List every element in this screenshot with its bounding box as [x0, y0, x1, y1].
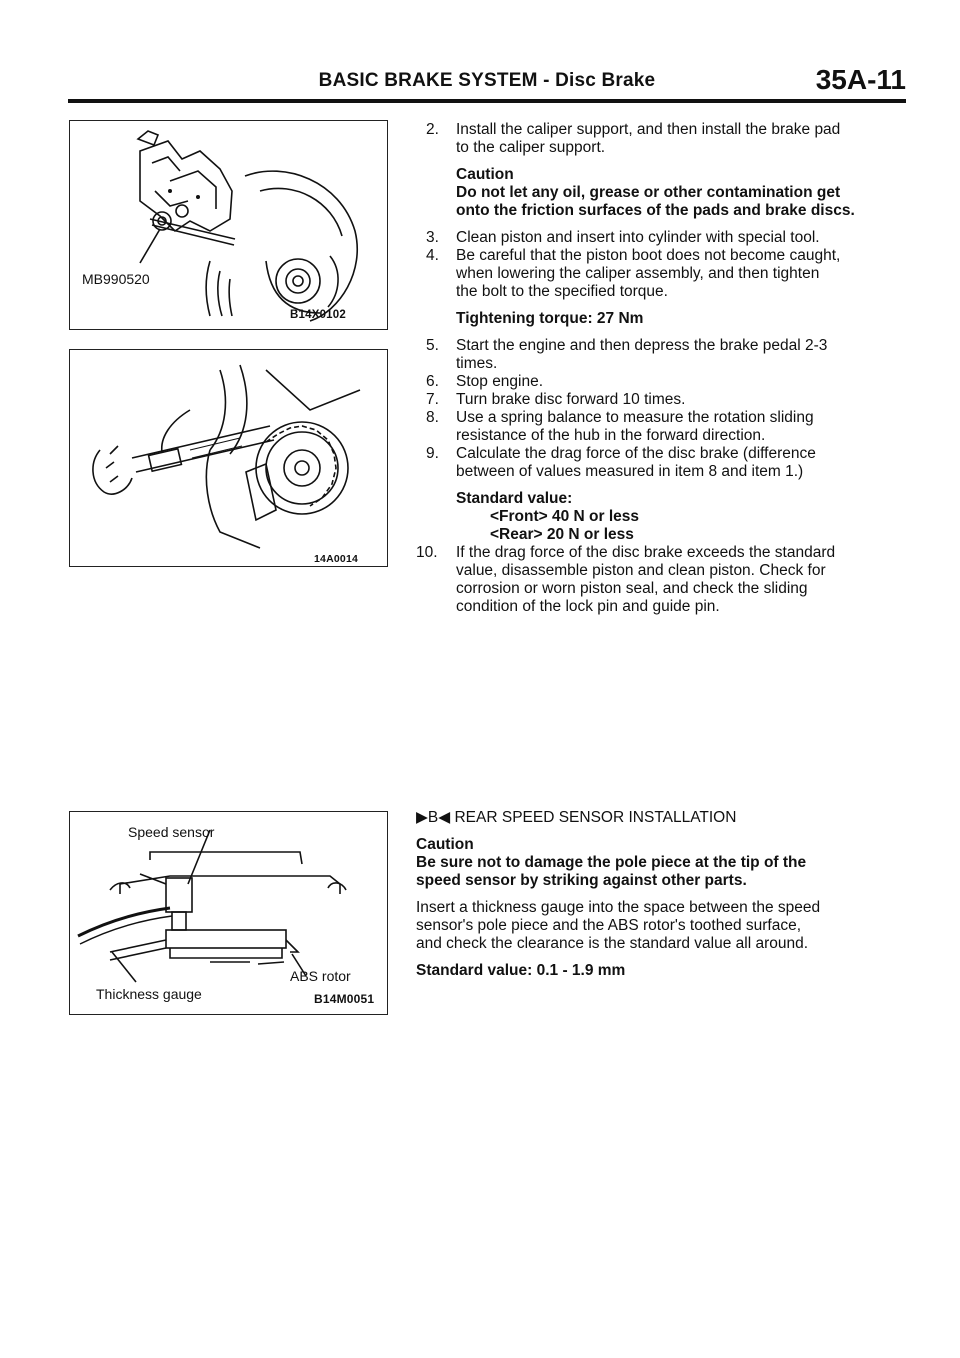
- figure-code: B14X0102: [290, 309, 346, 321]
- standard-value-rear: <Rear> 20 N or less: [490, 526, 634, 543]
- step-7: [416, 391, 906, 409]
- abs-rotor-label: ABS rotor: [290, 968, 351, 984]
- thickness-gauge-label: Thickness gauge: [96, 986, 202, 1002]
- step-text: Be careful that the piston boot does not become caught,: [456, 247, 841, 264]
- step-number: 4.: [426, 247, 439, 264]
- figure-caliper-tool: [69, 120, 388, 330]
- caution-label: Caution: [456, 166, 514, 183]
- standard-value-label: Standard value:: [456, 490, 573, 507]
- figure-speed-sensor: [69, 811, 388, 1015]
- step-number: 8.: [426, 409, 439, 426]
- section-heading: ▶B◀ REAR SPEED SENSOR INSTALLATION: [416, 809, 737, 826]
- step-text: condition of the lock pin and guide pin.: [456, 598, 720, 615]
- page-header: [68, 64, 906, 100]
- step-text: the bolt to the specified torque.: [456, 283, 668, 300]
- caution-text: Do not let any oil, grease or other contamination get: [456, 184, 841, 201]
- body-text: Insert a thickness gauge into the space between the speed: [416, 899, 821, 916]
- rear-speed-sensor-section: [416, 809, 906, 980]
- step-number: 7.: [426, 391, 439, 408]
- figure-code: 14A0014: [314, 553, 359, 565]
- caution-text: onto the friction surfaces of the pads and brake discs.: [456, 202, 855, 219]
- step-number: 3.: [426, 229, 439, 246]
- caution-text: speed sensor by striking against other parts.: [416, 872, 747, 889]
- step-text: resistance of the hub in the forward direction.: [456, 427, 766, 444]
- step-text: If the drag force of the disc brake exceeds the standard: [456, 544, 836, 561]
- step-text: Turn brake disc forward 10 times.: [456, 391, 686, 408]
- step-text: Use a spring balance to measure the rotation sliding: [456, 409, 814, 426]
- step-number: 6.: [426, 373, 439, 390]
- step-text: to the caliper support.: [456, 139, 606, 156]
- step-text: Start the engine and then depress the brake pedal 2-3: [456, 337, 828, 354]
- step-8: [416, 409, 906, 445]
- step-text: Clean piston and insert into cylinder with special tool.: [456, 229, 820, 246]
- step-text: Stop engine.: [456, 373, 544, 390]
- page-number: 35A-11: [815, 64, 906, 95]
- step-number: 2.: [426, 121, 439, 138]
- step-number: 10.: [416, 544, 438, 561]
- procedure-steps: [416, 121, 906, 616]
- caution-label: Caution: [416, 836, 474, 853]
- step-text: Calculate the drag force of the disc brake (difference: [456, 445, 816, 462]
- step-3: [416, 229, 906, 247]
- step-number: 5.: [426, 337, 439, 354]
- torque-spec: Tightening torque: 27 Nm: [456, 310, 644, 327]
- step-6: [416, 373, 906, 391]
- step-9: [416, 445, 906, 481]
- step-number: 9.: [426, 445, 439, 462]
- caution-text: Be sure not to damage the pole piece at the tip of the: [416, 854, 807, 871]
- caliper-tool-illustration: [70, 121, 387, 329]
- body-text: sensor's pole piece and the ABS rotor's toothed surface,: [416, 917, 802, 934]
- speed-sensor-label: Speed sensor: [128, 824, 215, 840]
- step-10: [416, 544, 906, 616]
- standard-value: Standard value: 0.1 - 1.9 mm: [416, 962, 626, 979]
- figure-code: B14M0051: [314, 992, 375, 1006]
- step-text: when lowering the caliper assembly, and then tighten: [456, 265, 820, 282]
- standard-value-front: <Front> 40 N or less: [490, 508, 640, 525]
- step-text: Install the caliper support, and then install the brake pad: [456, 121, 841, 138]
- page-title: BASIC BRAKE SYSTEM - Disc Brake: [318, 70, 656, 91]
- step-text: times.: [456, 355, 498, 372]
- body-text: and check the clearance is the standard value all around.: [416, 935, 809, 952]
- step-text: value, disassemble piston and clean piston. Check for: [456, 562, 826, 579]
- step-4: [416, 247, 906, 301]
- step-text: between of values measured in item 8 and item 1.): [456, 463, 804, 480]
- tool-label: MB990520: [82, 271, 150, 287]
- figure-spring-balance: [69, 349, 388, 567]
- step-5: [416, 337, 906, 373]
- spring-balance-illustration: [70, 350, 387, 566]
- step-text: corrosion or worn piston seal, and check the sliding: [456, 580, 808, 597]
- step-2: [416, 121, 906, 157]
- header-rule: [68, 99, 906, 103]
